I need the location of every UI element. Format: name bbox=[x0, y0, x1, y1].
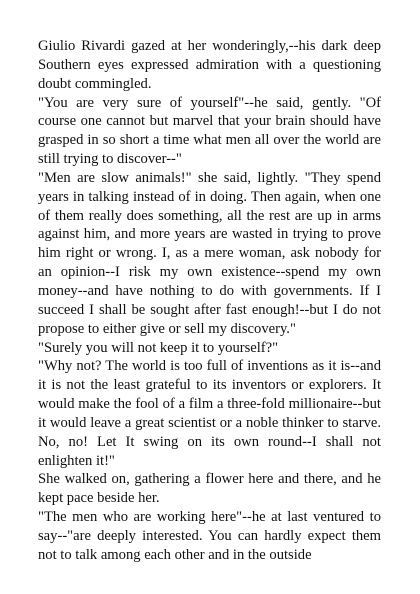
paragraph: "Why not? The world is too full of inventions as it is--and it is not the least grateful to its inventors or explorers. It would make the fool of a film a three-fold millionaire--but it would leave a great scientist or a noble thinker to starve. No, no! Let It swing on its own round--I shall not enlighten it!" bbox=[38, 358, 381, 469]
paragraph: "You are very sure of yourself"--he said, gently. "Of course one cannot but marvel that your brain should have grasped in so short a time what men all over the world are still trying to discover--" bbox=[38, 94, 381, 168]
paragraph: "The men who are working here"--he at last ventured to say--"are deeply interested. You can hardly expect them not to talk among each other and in the outside bbox=[38, 509, 381, 563]
paragraph: "Surely you will not keep it to yourself?" bbox=[38, 339, 279, 356]
page-text bbox=[38, 37, 381, 565]
paragraph: "Men are slow animals!" she said, lightly. "They spend years in talking instead of in doing. Then again, when one of them really does something, all the rest are up in arms against him, and more years are wasted in trying to prove him right or wrong. I, as a mere woman, ask nobody for an opinion--I risk my own existence--spend my own money--and have nothing to do with governments. If I succeed I shall be sought after fast enough!--but I do not propose to either give or sell my discovery." bbox=[38, 169, 381, 337]
paragraph: Giulio Rivardi gazed at her wonderingly,--his dark deep Southern eyes expressed admiration with a questioning doubt commingled. bbox=[38, 38, 381, 92]
paragraph: She walked on, gathering a flower here and there, and he kept pace beside her. bbox=[38, 471, 381, 507]
